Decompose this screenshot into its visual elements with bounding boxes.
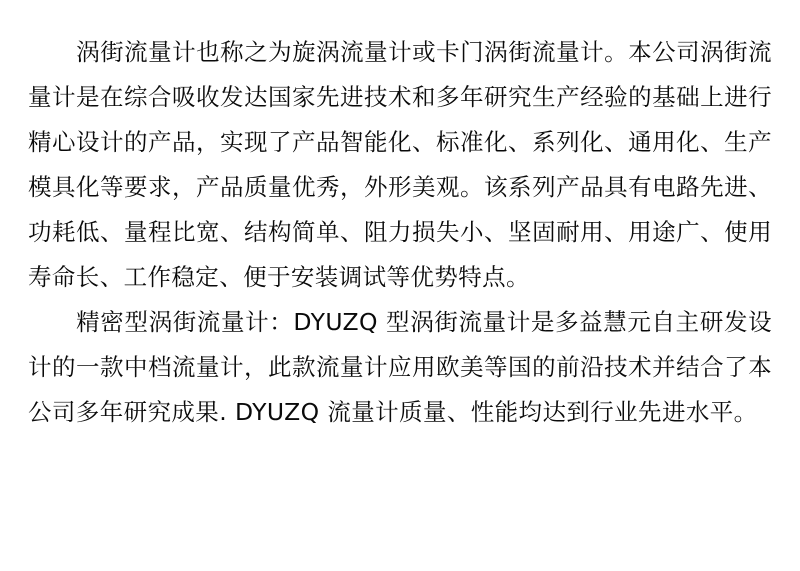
document-body [28,30,772,435]
paragraph-1: 涡街流量计也称之为旋涡流量计或卡门涡街流量计。本公司涡街流量计是在综合吸收发达国家先进技术和多年研究生产经验的基础上进行精心设计的产品，实现了产品智能化、标准化、系列化、通用化、生产模具化等要求，产品质量优秀，外形美观。该系列产品具有电路先进、功耗低、量程比宽、结构简单、阻力损失小、坚固耐用、用途广、使用寿命长、工作稳定、便于安装调试等优势特点。 [28,38,772,291]
paragraph-2: 精密型涡街流量计：DYUZQ 型涡街流量计是多益慧元自主研发设计的一款中档流量计，此款流量计应用欧美等国的前沿技术并结合了本公司多年研究成果. DYUZQ 流量计质量、性能均达到行业先进水平。 [28,308,772,426]
